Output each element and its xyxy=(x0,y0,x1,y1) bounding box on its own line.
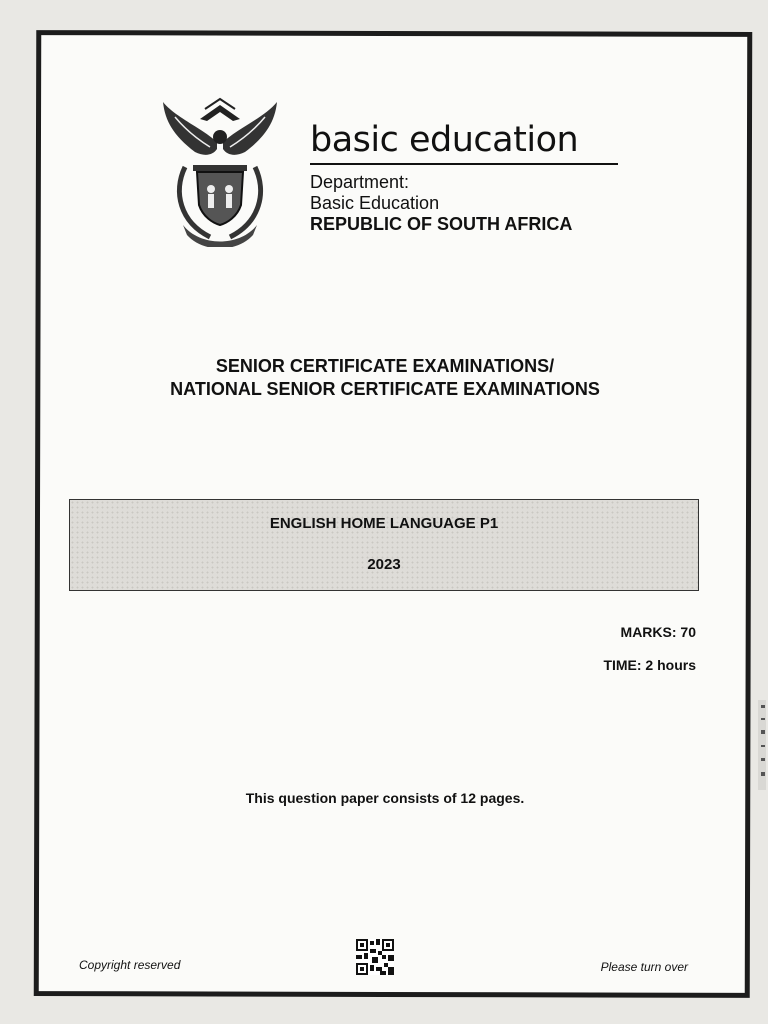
exam-title-line-1: SENIOR CERTIFICATE EXAMINATIONS/ xyxy=(215,356,555,376)
subject-box xyxy=(69,499,699,591)
time-allowed: TIME: 2 hours xyxy=(603,657,696,673)
marks-total: MARKS: 70 xyxy=(620,624,696,640)
brand-name: basic education xyxy=(310,120,579,160)
page-edge-marks xyxy=(752,700,766,790)
page-count-note: This question paper consists of 12 pages. xyxy=(245,790,525,806)
department-block xyxy=(310,172,572,235)
coat-of-arms-icon xyxy=(155,97,285,247)
copyright-notice: Copyright reserved xyxy=(79,958,181,972)
exam-year: 2023 xyxy=(367,556,401,573)
qr-code-icon xyxy=(356,939,394,975)
department-name: Basic Education xyxy=(310,193,440,213)
exam-title-line-2: NATIONAL SENIOR CERTIFICATE EXAMINATIONS xyxy=(170,379,600,399)
country-name: REPUBLIC OF SOUTH AFRICA xyxy=(310,214,573,234)
turn-over-notice: Please turn over xyxy=(600,960,688,974)
exam-title xyxy=(40,355,730,401)
brand-underline xyxy=(310,163,618,165)
department-label: Department: xyxy=(310,172,410,192)
subject-name: ENGLISH HOME LANGUAGE P1 xyxy=(269,515,499,532)
